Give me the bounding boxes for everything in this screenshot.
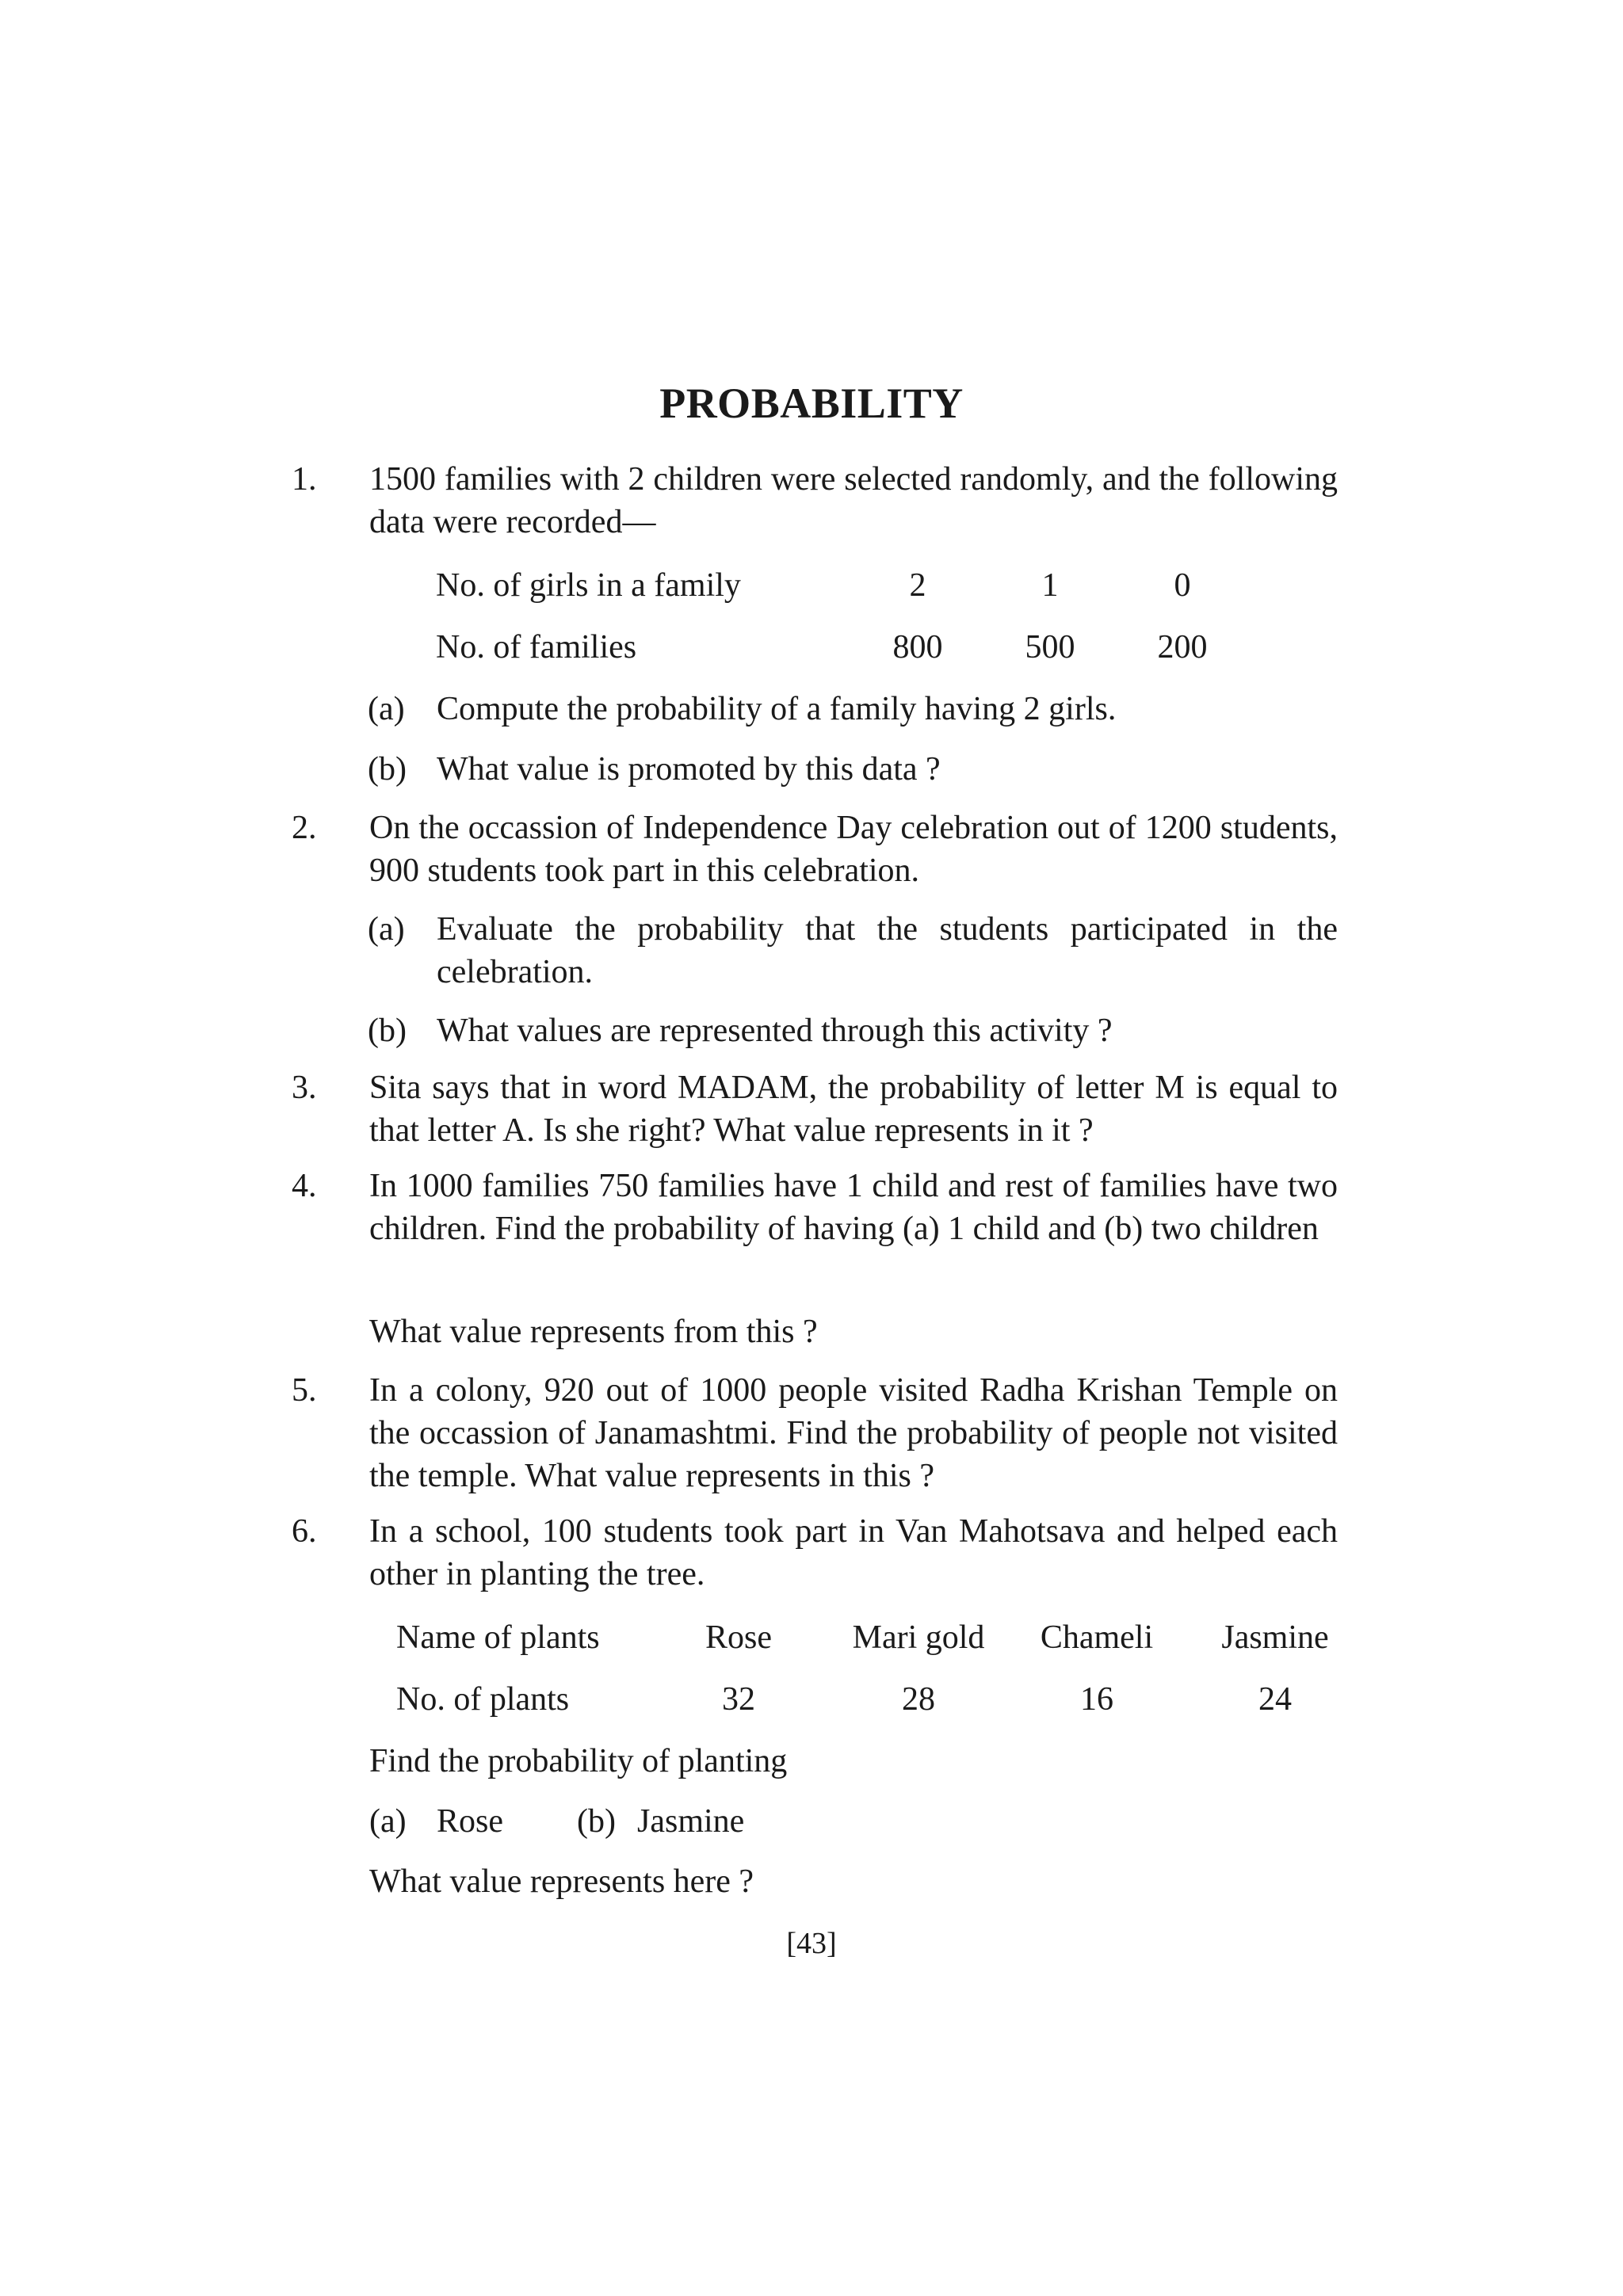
q1-part-b-text: What value is promoted by this data ? — [437, 751, 941, 788]
q6-part-a-text: Rose — [437, 1803, 503, 1840]
q1-table-row1-cell: 1 — [1041, 567, 1059, 604]
q1-table-row2-label: No. of families — [436, 629, 637, 666]
q6-table-row1-cell: Mari gold — [852, 1619, 985, 1656]
page-title: PROBABILITY — [659, 379, 964, 427]
question-2-text: On the occassion of Independence Day celebration out of 1200 students, 900 students took part in this celebration. — [369, 810, 1338, 889]
q1-part-a-text: Compute the probability of a family having 2 girls. — [437, 691, 1117, 727]
q6-table-row2-cell: 28 — [902, 1681, 935, 1718]
question-2-number: 2. — [292, 810, 317, 846]
q6-part-b-text: Jasmine — [637, 1803, 745, 1840]
question-6-text: In a school, 100 students took part in Van Mahotsava and helped each other in planting the tree. — [369, 1513, 1338, 1592]
q6-table-row1-cell: Jasmine — [1221, 1619, 1329, 1656]
question-4-number: 4. — [292, 1168, 317, 1204]
q6-table-row2-cell: 24 — [1258, 1681, 1292, 1718]
q2-part-b-text: What values are represented through this activity ? — [437, 1013, 1113, 1049]
q6-part-a-label: (a) — [369, 1803, 407, 1840]
q6-table-row2-cell: 16 — [1080, 1681, 1113, 1718]
question-5-number: 5. — [292, 1372, 317, 1409]
q1-table-row1-cell: 2 — [909, 567, 926, 604]
q6-table-row1-cell: Chameli — [1040, 1619, 1154, 1656]
question-3-number: 3. — [292, 1070, 317, 1106]
q6-table-row2-cell: 32 — [722, 1681, 755, 1718]
q6-table-row2-label: No. of plants — [396, 1681, 570, 1718]
q1-table-row1-cell: 0 — [1174, 567, 1191, 604]
q1-part-b-label: (b) — [368, 751, 407, 788]
q2-part-b-label: (b) — [368, 1013, 407, 1049]
q1-table-row2-cell: 800 — [892, 629, 943, 666]
question-6-followup: What value represents here ? — [369, 1863, 754, 1900]
q6-part-b-label: (b) — [577, 1803, 616, 1840]
q1-part-a-label: (a) — [368, 691, 405, 727]
q1-table-row2-cell: 200 — [1157, 629, 1208, 666]
question-4-followup: What value represents from this ? — [369, 1314, 818, 1350]
q2-part-a-label: (a) — [368, 911, 405, 948]
question-4-text: In 1000 families 750 families have 1 child and rest of families have two children. Find the probability of having (a) 1 child and (b) two children — [369, 1168, 1338, 1247]
q1-table-row1-label: No. of girls in a family — [436, 567, 741, 604]
question-6-number: 6. — [292, 1513, 317, 1550]
question-1-text: 1500 families with 2 children were selected randomly, and the following data were recorded— — [369, 461, 1338, 540]
q1-table-row2-cell: 500 — [1025, 629, 1075, 666]
question-5-text: In a colony, 920 out of 1000 people visited Radha Krishan Temple on the occassion of Janamashtmi. Find the probability of people not visited the temple. What value represents in this ? — [369, 1372, 1338, 1494]
q6-table-row1-cell: Rose — [705, 1619, 772, 1656]
question-1-number: 1. — [292, 461, 317, 498]
page-number: [43] — [786, 1927, 837, 1960]
q2-part-a-text: Evaluate the probability that the students participated in the celebration. — [437, 911, 1338, 990]
question-6-find-text: Find the probability of planting — [369, 1743, 788, 1779]
q6-table-row1-label: Name of plants — [396, 1619, 600, 1656]
question-3-text: Sita says that in word MADAM, the probability of letter M is equal to that letter A. Is she right? What value represents in it ? — [369, 1070, 1338, 1149]
